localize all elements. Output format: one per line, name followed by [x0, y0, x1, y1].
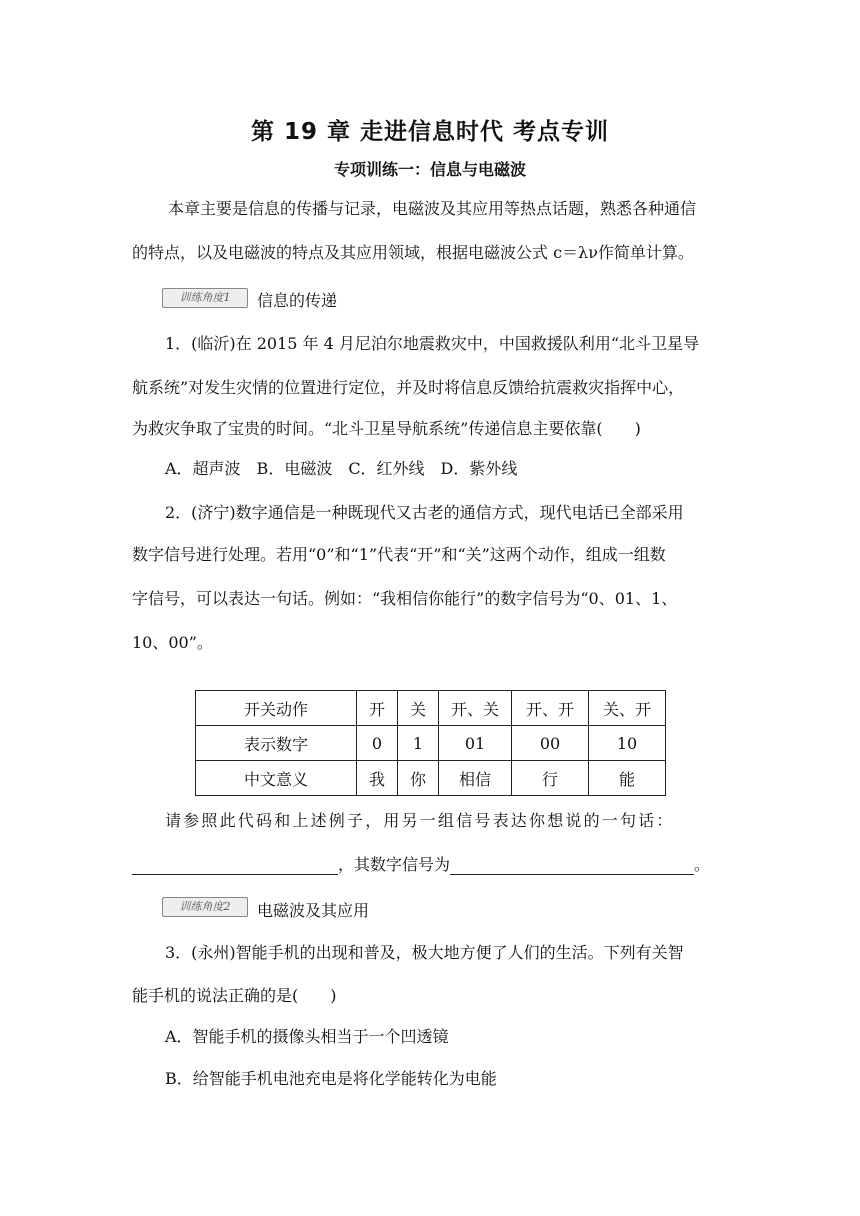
table-row [196, 691, 666, 726]
q2-fill-line [132, 852, 732, 875]
table-row [196, 726, 666, 761]
table-cell: 00 [512, 726, 589, 761]
fill-end-text: 。 [694, 855, 711, 874]
q2-line-2: 数字信号进行处理。若用“0”和“1”代表“开”和“关”这两个动作，组成一组数 [132, 545, 666, 564]
section-heading-2: 电磁波及其应用 [257, 901, 370, 920]
q3-line-1: 3．(永州)智能手机的出现和普及，极大地方便了人们的生活。下列有关智 [165, 943, 684, 962]
intro-line-1: 本章主要是信息的传播与记录，电磁波及其应用等热点话题，熟悉各种通信 [168, 199, 697, 218]
page-subtitle: 专项训练一：信息与电磁波 [333, 160, 526, 179]
answer-blank-signal[interactable] [450, 856, 694, 875]
table-cell: 开关动作 [196, 691, 357, 726]
table-cell: 开、开 [512, 691, 589, 726]
table-cell: 10 [589, 726, 666, 761]
q1-line-3: 为救灾争取了宝贵的时间。“北斗卫星导航系统”传递信息主要依靠( ) [132, 419, 641, 438]
table-cell: 中文意义 [196, 761, 357, 796]
table-cell: 我 [357, 761, 398, 796]
table-cell: 行 [512, 761, 589, 796]
section-badge-2: 训练角度2 [162, 897, 248, 917]
q2-line-4: 10、00”。 [132, 633, 213, 652]
table-cell: 关、开 [589, 691, 666, 726]
fill-middle-text: ，其数字信号为 [338, 855, 451, 874]
table-cell: 01 [439, 726, 512, 761]
table-cell: 0 [357, 726, 398, 761]
table-cell: 开 [357, 691, 398, 726]
q1-options: A．超声波 B．电磁波 C．红外线 D．紫外线 [165, 459, 518, 478]
q3-option-a: A．智能手机的摄像头相当于一个凹透镜 [165, 1027, 449, 1046]
table-cell: 开、关 [439, 691, 512, 726]
table-cell: 你 [398, 761, 439, 796]
q1-line-2: 航系统”对发生灾情的位置进行定位，并及时将信息反馈给抗震救灾指挥中心， [132, 378, 685, 397]
q3-line-2: 能手机的说法正确的是( ) [132, 986, 337, 1005]
table-cell: 能 [589, 761, 666, 796]
table-cell: 相信 [439, 761, 512, 796]
q2-line-3: 字信号，可以表达一句话。例如：“我相信你能行”的数字信号为“0、01、1、 [132, 589, 678, 608]
answer-blank-sentence[interactable] [132, 856, 338, 875]
intro-line-2: 的特点，以及电磁波的特点及其应用领域，根据电磁波公式 c＝λν作简单计算。 [132, 243, 694, 262]
section-badge-1: 训练角度1 [162, 288, 248, 308]
q2-line-1: 2．(济宁)数字通信是一种既现代又古老的通信方式，现代电话已全部采用 [165, 503, 684, 522]
table-cell: 关 [398, 691, 439, 726]
table-row [196, 761, 666, 796]
table-cell: 1 [398, 726, 439, 761]
q3-option-b: B．给智能手机电池充电是将化学能转化为电能 [165, 1069, 497, 1088]
table-cell: 表示数字 [196, 726, 357, 761]
page-title: 第 19 章 走进信息时代 考点专训 [250, 119, 610, 145]
q2-prompt: 请参照此代码和上述例子，用另一组信号表达你想说的一句话： [165, 811, 675, 830]
q1-line-1: 1．(临沂)在 2015 年 4 月尼泊尔地震救灾中，中国救援队利用“北斗卫星导 [165, 334, 700, 353]
code-table [195, 690, 666, 796]
section-heading-1: 信息的传递 [257, 291, 338, 310]
